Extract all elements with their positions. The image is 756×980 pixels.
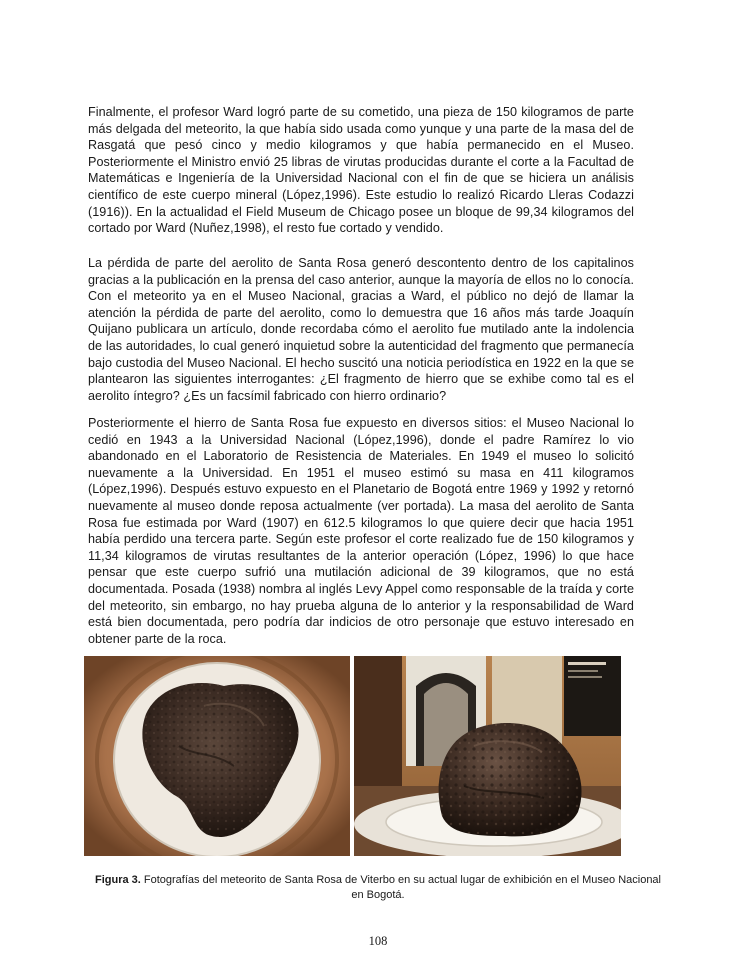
page-number: 108 xyxy=(368,934,388,948)
figure-caption xyxy=(90,873,666,903)
meteorite-top-view-image xyxy=(84,656,350,856)
figure-label: Figura 3. xyxy=(94,874,141,886)
meteorite-museum-hall-image xyxy=(354,656,621,856)
figure-meteorite-photos xyxy=(84,656,621,856)
paragraph-ward-fragment: Finalmente, el profesor Ward logró parte de su cometido, una pieza de 150 kilogramos de parte más delgada del meteorito, la que había sido usada como yunque y una parte de la masa del de Rasgatá que pesó cinco y medio kilogramos y que había permanecido en el Museo. Posteriormente el Ministro envió 25 libras de virutas producidas durante el corte a la Facultad de Matemáticas e Ingeniería de la Universidad Nacional con el fin de que se hiciera un análisis científico de este cuerpo mineral (López,1996). Este estudio lo realizó Ricardo Lleras Codazzi (1916)). En la actualidad el Field Museum de Chicago posee un bloque de 99,34 kilogramos del cortado por Ward (Nuñez,1998), el resto fue cortado y vendido. xyxy=(88,105,634,236)
meteorite-top-view-photo xyxy=(84,656,350,856)
figure-caption-text: Fotografías del meteorito de Santa Rosa de Viterbo en su actual lugar de exhibición en el Museo Nacional en Bogotá. xyxy=(140,874,661,901)
meteorite-museum-hall-photo xyxy=(354,656,621,856)
paragraph-loss-discontent: La pérdida de parte del aerolito de Santa Rosa generó descontento dentro de los capitalinos gracias a la publicación en la prensa del caso anterior, aunque la mayoría de ellos no lo conocía. Con el meteorito ya en el Museo Nacional, gracias a Ward, el público no dejó de llamar la atención la pérdida de parte del aerolito, como lo demuestra que 16 años más tarde Joaquín Quijano publicara un artículo, donde recordaba cómo el aerolito fue mutilado ante la indolencia de las autoridades, lo cual generó inquietud sobre la autenticidad del fragmento que permanecía bajo custodia del Museo Nacional. El hecho suscitó una noticia periodística en 1922 en la que se plantearon las siguientes interrogantes: ¿El fragmento de hierro que se exhibe como tal es el aerolito íntegro? ¿Es un facsímil fabricado con hierro ordinario? xyxy=(88,256,634,403)
paragraph-exhibition-history: Posteriormente el hierro de Santa Rosa fue expuesto en diversos sitios: el Museo Nacional lo cedió en 1943 a la Universidad Nacional (López,1996), donde el padre Ramírez lo vio abandonado en el Laboratorio de Resistencia de Materiales. En 1949 el museo lo solicitó nuevamente a la Universidad. En 1951 el museo estimó su masa en 411 kilogramos (López,1996). Después estuvo expuesto en el Planetario de Bogotá entre 1969 y 1992 y retornó nuevamente al museo donde reposa actualmente (ver portada). La masa del aerolito de Santa Rosa fue estimada por Ward (1907) en 612.5 kilogramos lo que quiere decir que hacia 1951 había perdido una tercera parte. Según este profesor el corte realizado fue de 150 kilogramos y 11,34 kilogramos de virutas resultantes de la anterior operación (López, 1996) lo que hace pensar que este cuerpo sufrió una mutilación adicional de 39 kilogramos, que no está documentada. Posada (1938) nombra al inglés Levy Appel como responsable de la traída y corte del meteorito, sin embargo, no hay prueba alguna de lo anterior y la responsabilidad de Ward está bien documentada, pero podría dar indicios de otro personaje que estuvo interesado en obtener parte de la roca. xyxy=(88,416,634,646)
